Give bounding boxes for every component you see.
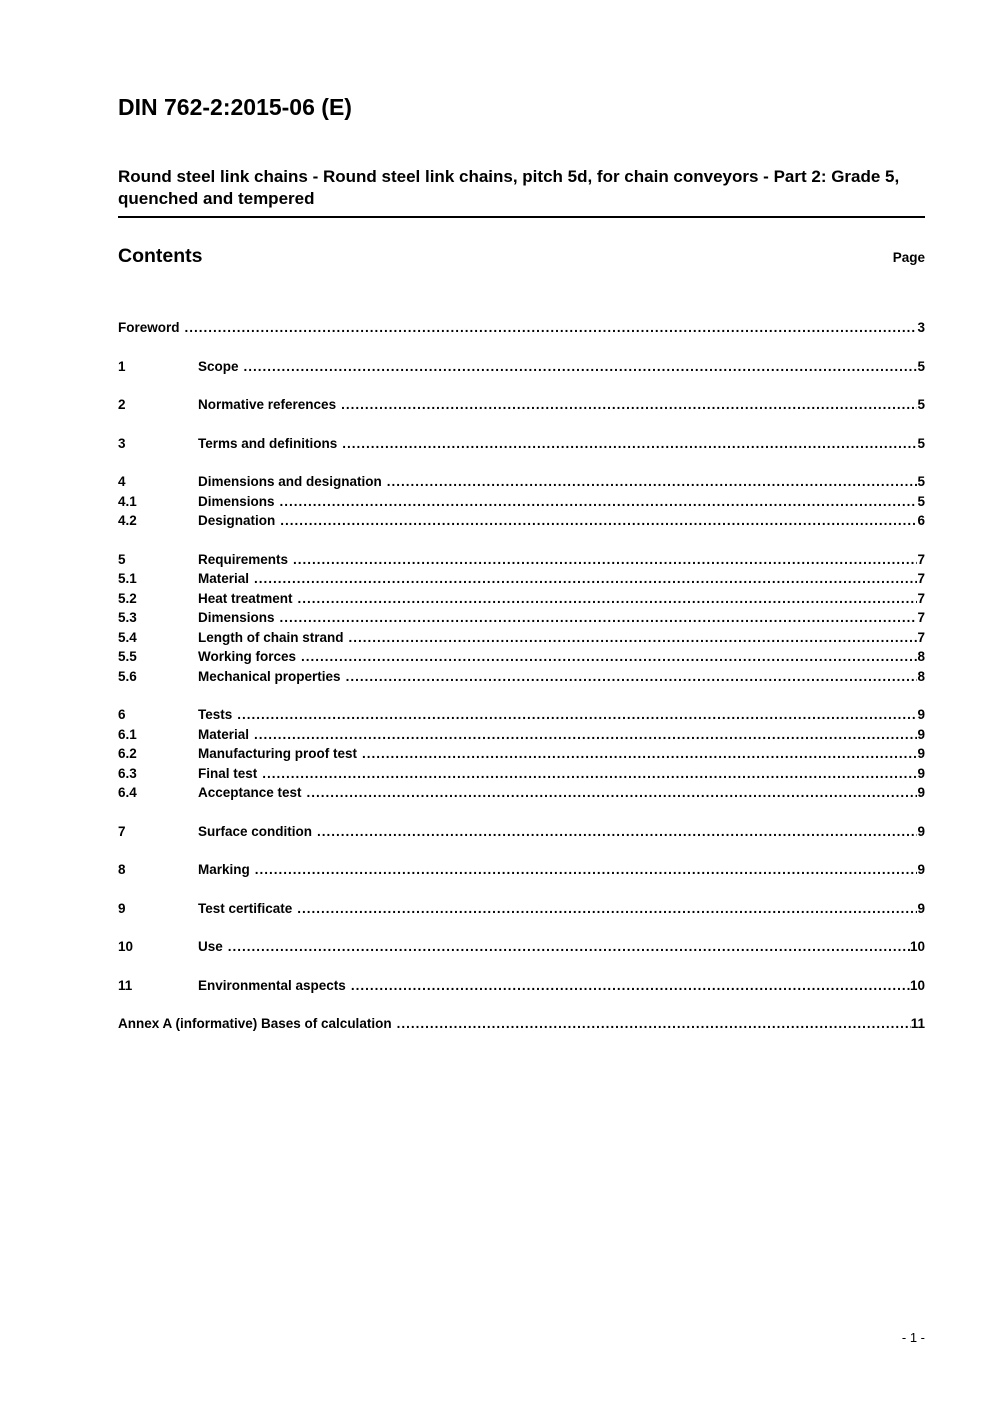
toc-entry-label: Surface condition [198,823,313,839]
toc-dot-leader [341,667,918,687]
toc-entry [118,318,925,338]
toc-dot-leader [250,860,918,880]
toc-entry-label: Final test [198,765,258,781]
toc-list [118,318,925,1034]
toc-entry [118,492,925,512]
toc-entry-label: Environmental aspects [198,977,346,993]
toc-entry-page: 10 [909,977,925,993]
toc-entry-label: Marking [198,862,250,877]
contents-header-row [118,245,925,268]
toc-entry [118,744,925,764]
toc-entry [118,667,925,687]
toc-entry [118,608,925,628]
toc-entry-page: 6 [917,513,925,528]
toc-dot-leader [293,589,918,609]
toc-entry-page: 9 [917,862,925,877]
toc-entry-number: 5.2 [118,590,137,606]
toc-entry-label: Heat treatment [198,590,293,606]
toc-entry-number: 4.2 [118,513,137,528]
doc-number: DIN 762-2:2015-06 (E) [118,94,352,120]
toc-entry-number: 5.4 [118,629,137,645]
toc-entry [118,628,925,648]
toc-entry-number: 4 [118,474,126,489]
toc-entry-page: 9 [917,823,925,839]
toc-entry-page: 11 [910,1016,925,1031]
toc-entry [118,511,925,531]
toc-entry [118,783,925,803]
toc-entry-number: 4.1 [118,493,137,509]
toc-entry-page: 5 [917,397,925,412]
toc-entry-page: 9 [917,785,925,800]
toc-entry [118,1014,925,1034]
toc-entry [118,589,925,609]
toc-entry-label: Requirements [198,551,289,567]
toc-dot-leader [239,357,918,377]
toc-entry-number: 9 [118,900,126,916]
toc-entry-label: Working forces [198,649,297,664]
toc-entry-page: 9 [917,746,925,761]
toc-entry-number: 6.3 [118,765,137,781]
toc-dot-leader [392,1014,911,1034]
toc-entry-number: 6.4 [118,785,137,800]
toc-entry-page: 9 [917,765,925,781]
toc-entry-label: Test certificate [198,900,293,916]
toc-entry [118,976,925,996]
toc-entry-label: Terms and definitions [198,435,338,451]
toc-dot-leader [296,647,917,667]
toc-entry-number: 5.3 [118,610,137,625]
toc-entry-page: 7 [917,610,925,625]
page-column-label: Page [892,250,925,265]
toc-dot-leader [336,395,917,415]
toc-entry-page: 8 [917,649,925,664]
toc-dot-leader [249,725,917,745]
toc-entry-label: Material [198,571,250,586]
toc-entry-number: 5.5 [118,649,137,664]
toc-entry-page: 5 [917,358,925,374]
toc-entry [118,472,925,492]
toc-entry-label: Annex A (informative) Bases of calculation [118,1016,392,1031]
toc-entry [118,434,925,454]
toc-entry [118,822,925,842]
toc-dot-leader [344,628,918,648]
toc-entry-page: 5 [917,474,925,489]
toc-entry [118,395,925,415]
toc-dot-leader [346,976,910,996]
toc-entry-number: 5 [118,551,126,567]
toc-entry-page: 5 [917,493,925,509]
toc-dot-leader [275,492,918,512]
toc-entry-label: Foreword [118,320,180,335]
toc-entry-number: 3 [118,435,126,451]
toc-entry-number: 7 [118,823,126,839]
toc-entry [118,647,925,667]
toc-entry [118,569,925,589]
toc-entry-label: Acceptance test [198,785,302,800]
toc-entry-number: 11 [118,977,133,993]
contents-heading: Contents [118,245,203,267]
toc-entry-page: 7 [917,571,925,586]
toc-entry-page: 7 [917,590,925,606]
toc-entry [118,860,925,880]
toc-entry [118,899,925,919]
doc-title: Round steel link chains - Round steel link chains, pitch 5d, for chain conveyors - Part 2: Grade 5, quenched and tempered [118,166,925,218]
toc-entry-label: Manufacturing proof test [198,746,357,761]
toc-entry-number: 6.2 [118,746,137,761]
toc-dot-leader [275,511,917,531]
toc-entry-page: 7 [917,629,925,645]
toc-entry-page: 9 [917,726,925,742]
toc-entry-label: Mechanical properties [198,668,341,684]
toc-dot-leader [312,822,917,842]
toc-dot-leader [302,783,918,803]
toc-dot-leader [292,899,917,919]
toc-entry-label: Length of chain strand [198,629,344,645]
toc-entry-page: 7 [917,551,925,567]
toc-entry [118,764,925,784]
toc-dot-leader [180,318,918,338]
toc-entry-label: Designation [198,513,276,528]
toc-entry [118,937,925,957]
toc-entry-page: 9 [917,900,925,916]
toc-dot-leader [249,569,917,589]
page-number-footer: - 1 - [901,1330,925,1345]
toc-entry-page: 3 [917,320,925,335]
toc-dot-leader [337,434,917,454]
toc-entry-page: 9 [917,707,925,722]
toc-entry-page: 8 [917,668,925,684]
toc-entry-label: Tests [198,707,233,722]
toc-entry-label: Dimensions [198,610,275,625]
toc-dot-leader [275,608,918,628]
toc-entry-page: 5 [917,435,925,451]
toc-entry [118,705,925,725]
toc-entry [118,550,925,570]
toc-dot-leader [257,764,917,784]
toc-entry-label: Material [198,726,250,742]
toc-entry-label: Use [198,939,223,954]
toc-entry [118,725,925,745]
toc-entry-label: Scope [198,358,239,374]
toc-entry-label: Dimensions and designation [198,474,382,489]
toc-entry-number: 8 [118,862,126,877]
toc-entry [118,357,925,377]
toc-entry-label: Dimensions [198,493,275,509]
toc-entry-number: 6 [118,707,126,722]
toc-dot-leader [232,705,917,725]
toc-dot-leader [357,744,917,764]
toc-dot-leader [288,550,917,570]
toc-entry-number: 6.1 [118,726,137,742]
toc-entry-number: 5.6 [118,668,137,684]
toc-entry-number: 1 [118,358,126,374]
toc-dot-leader [223,937,910,957]
toc-entry-label: Normative references [198,397,337,412]
toc-entry-number: 2 [118,397,126,412]
toc-entry-number: 5.1 [118,571,137,586]
toc-entry-page: 10 [909,939,925,954]
toc-dot-leader [382,472,918,492]
toc-entry-number: 10 [118,939,134,954]
